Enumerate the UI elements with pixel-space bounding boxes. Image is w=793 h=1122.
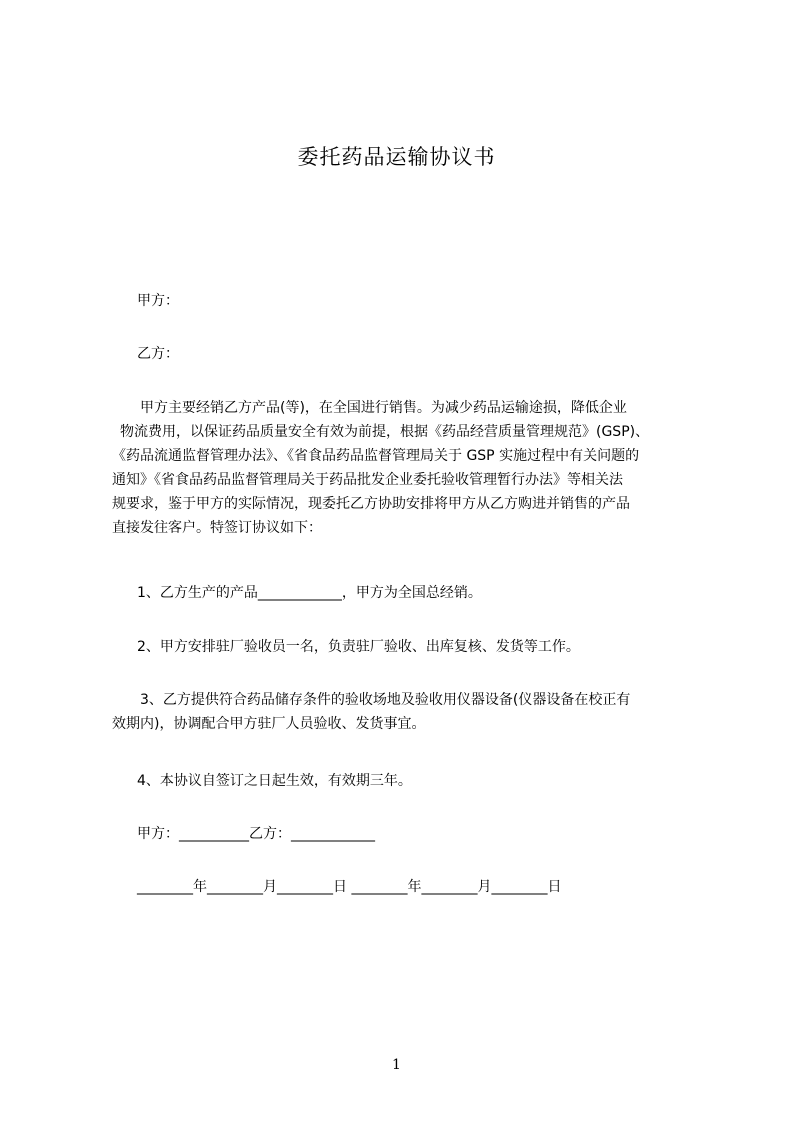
date-line: ________年________月________日 ________年________月________日 [137, 879, 562, 895]
clause-3-line: 效期内)，协调配合甲方驻厂人员验收、发货事宜。 [112, 716, 426, 732]
intro-line: 规要求，鉴于甲方的实际情况，现委托乙方协助安排将甲方从乙方购进并销售的产品 [112, 496, 630, 512]
signature-line: 甲方：__________乙方：____________ [137, 826, 375, 842]
intro-line: 物流费用，以保证药品质量安全有效为前提，根据《药品经营质量管理规范》(GSP)、 [120, 424, 650, 440]
clause-2: 2、甲方安排驻厂验收员一名，负责驻厂验收、出库复核、发货等工作。 [137, 639, 580, 655]
intro-line: 直接发往客户。特签订协议如下： [112, 520, 322, 536]
party-a-label: 甲方： [137, 293, 179, 309]
intro-line: 《药品流通监督管理办法》、《省食品药品监督管理局关于 GSP 实施过程中有关问题的 [112, 448, 640, 464]
page-title: 委托药品运输协议书 [297, 145, 496, 169]
intro-line: 通知》《省食品药品监督管理局关于药品批发企业委托验收管理暂行办法》等相关法 [112, 472, 623, 488]
clause-3 [112, 688, 702, 736]
clause-3-line: 3、乙方提供符合药品储存条件的验收场地及验收用仪器设备(仪器设备在校正有 [140, 692, 631, 708]
clause-4: 4、本协议自签订之日起生效，有效期三年。 [137, 773, 412, 789]
clause-1: 1、乙方生产的产品____________，甲方为全国总经销。 [137, 585, 482, 601]
intro-paragraph [112, 396, 702, 540]
page-number: 1 [392, 1057, 401, 1073]
party-b-label: 乙方： [137, 346, 179, 362]
intro-line: 甲方主要经销乙方产品(等)，在全国进行销售。为减少药品运输途损，降低企业 [140, 400, 627, 416]
